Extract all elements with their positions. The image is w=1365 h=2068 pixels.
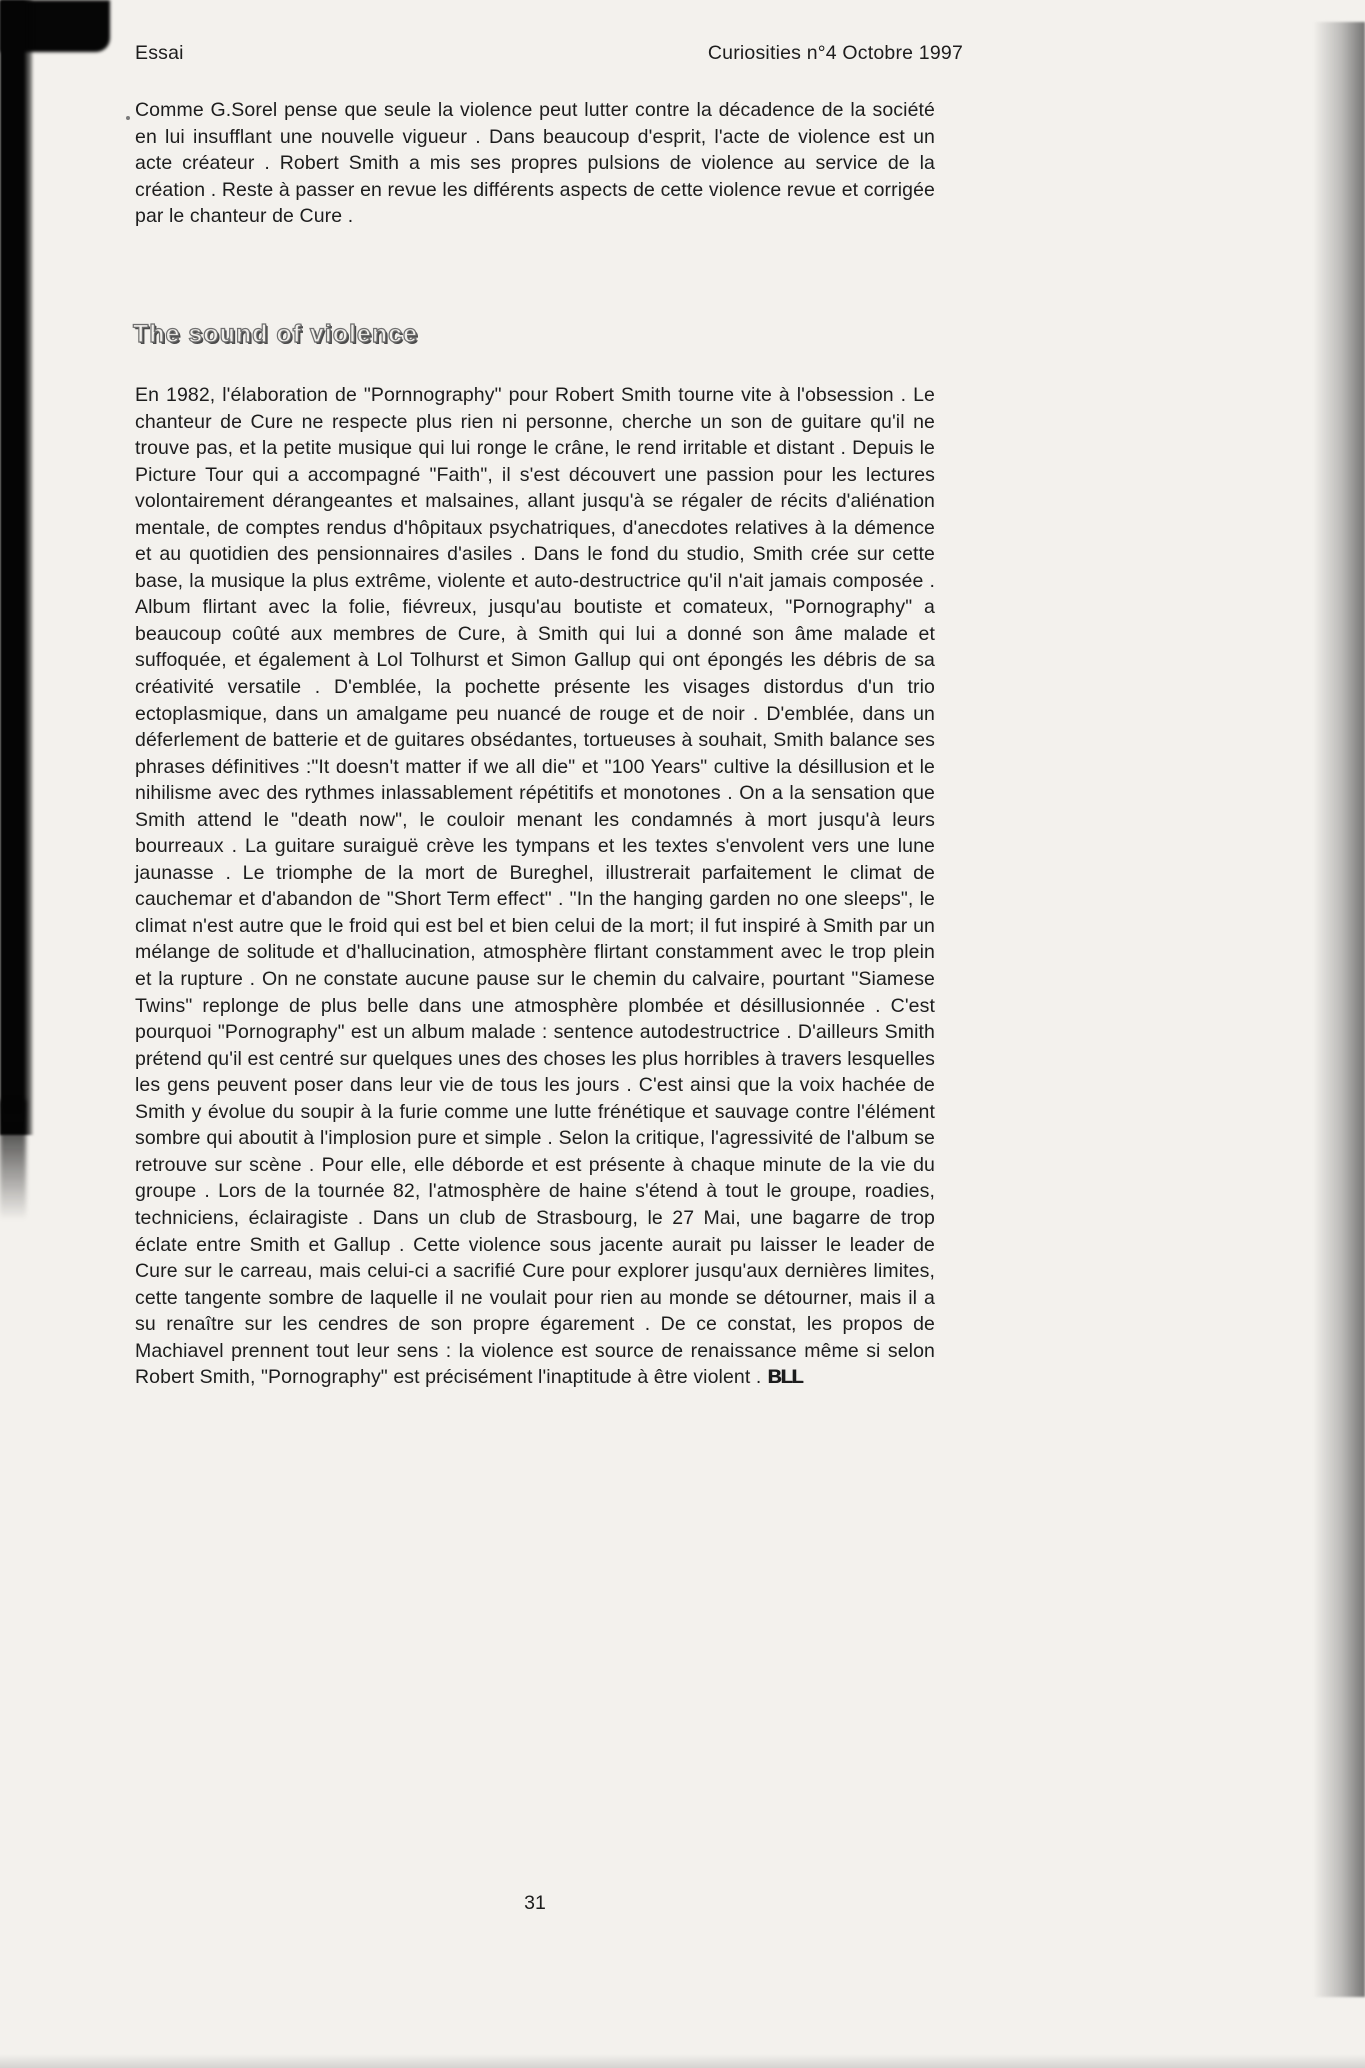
scan-artifact-left-edge-fade bbox=[0, 1100, 26, 1220]
scan-artifact-right-edge-shadow bbox=[1313, 22, 1365, 1997]
intro-paragraph: Comme G.Sorel pense que seule la violence peut lutter contre la décadence de la société en lui insufflant une nouvelle vigueur . Dans beaucoup d'esprit, l'acte de violence est un acte créateur . Robert Smith a mis ses propres pulsions de violence au service de la création . Reste à passer en revue les différents aspects de cette violence revue et corrigée par le chanteur de Cure . bbox=[135, 99, 935, 228]
scan-artifact-ink-speck bbox=[126, 116, 130, 120]
section-heading: The sound of violence bbox=[133, 320, 418, 348]
body-paragraph-text: En 1982, l'élaboration de "Pornnography" pour Robert Smith tourne vite à l'obsession . Le chanteur de Cure ne respecte plus rien ni personne, cherche un son de guitare qu'il ne trouve pas, et la petite musique qui lui ronge le crâne, le rend irritable et distant . Depuis le Picture Tour qui a accompagné "Faith", il s'est découvert une passion pour les lectures volontairement dérangeantes et malsaines, allant jusqu'à se régaler de récits d'aliénation mentale, de comptes rendus d'hôpitaux psychatriques, d'anecdotes relatives à la démence et au quotidien des pensionnaires d'asiles . Dans le fond du studio, Smith crée sur cette base, la musique la plus extrême, violente et auto-destructrice qu'il n'ait jamais composée . Album flirtant avec la folie, fiévreux, jusqu'au boutiste et comateux, "Pornography" a beaucoup coûté aux membres de Cure, à Smith qui lui a donné son âme malade et suffoquée, et également à Lol Tolhurst et Simon Gallup qui ont épongés les débris de sa créativité versatile . D'emblée, la pochette présente les visages distordus d'un trio ectoplasmique, dans un amalgame peu nuancé de rouge et de noir . D'emblée, dans un déferlement de batterie et de guitares obsédantes, tortueuses à souhait, Smith balance ses phrases définitives :"It doesn't matter if we all die" et "100 Years" cultive la désillusion et le nihilisme avec des rythmes inlassablement répétitifs et monotones . On a la sensation que Smith attend le "death now", le couloir menant les condamnés à mort jusqu'à leurs bourreaux . La guitare suraiguë crève les tympans et les textes s'envolent vers une lune jaunasse . Le triomphe de la mort de Bureghel, illustrerait parfaitement le climat de cauchemar et d'abandon de "Short Term effect" . "In the hanging garden no one sleeps", le climat n'est autre que le froid qui est bel et bien celui de la mort; il fut inspiré à Smith par un mélange de solitude et d'hallucination, atmosphère flirtant constamment avec le trop plein et la rupture . On ne constate aucune pause sur le chemin du calvaire, pourtant "Siamese Twins" replonge de plus belle dans une atmosphère plombée et désillusionnée . C'est pourquoi "Pornography" est un album malade : sentence autodestructrice . D'ailleurs Smith prétend qu'il est centré sur quelques unes des choses les plus horribles à travers lesquelles les gens peuvent poser dans leur vie de tous les jours . C'est ainsi que la voix hachée de Smith y évolue du soupir à la furie comme une lutte frénétique et sauvage contre l'élément sombre qui aboutit à l'implosion pure et simple . Selon la critique, l'agressivité de l'album se retrouve sur scène . Pour elle, elle déborde et est présente à chaque minute de la vie du groupe . Lors de la tournée 82, l'atmosphère de haine s'étend à tout le groupe, roadies, techniciens, éclairagiste . Dans un club de Strasbourg, le 27 Mai, une bagarre de trop éclate entre Smith et Gallup . Cette violence sous jacente aurait pu laisser le leader de Cure sur le carreau, mais celui-ci a sacrifié Cure pour explorer jusqu'aux dernières limites, cette tangente sombre de laquelle il ne voulait pour rien au monde se détourner, mais il a su renaître sur les cendres de son propre égarement . De ce constat, les propos de Machiavel prennent tout leur sens : la violence est source de renaissance même si selon Robert Smith, "Pornography" est précisément l'inaptitude à être violent . bbox=[135, 384, 935, 1389]
body-paragraph bbox=[135, 382, 935, 1391]
author-initials: BLL bbox=[767, 1366, 803, 1389]
scan-artifact-bottom-shadow bbox=[0, 2054, 1365, 2068]
running-header-section: Essai bbox=[135, 42, 184, 64]
page-number: 31 bbox=[524, 1892, 546, 1914]
running-header-issue: Curiosities n°4 Octobre 1997 bbox=[707, 42, 963, 64]
scan-artifact-left-edge-strip bbox=[0, 0, 34, 1135]
